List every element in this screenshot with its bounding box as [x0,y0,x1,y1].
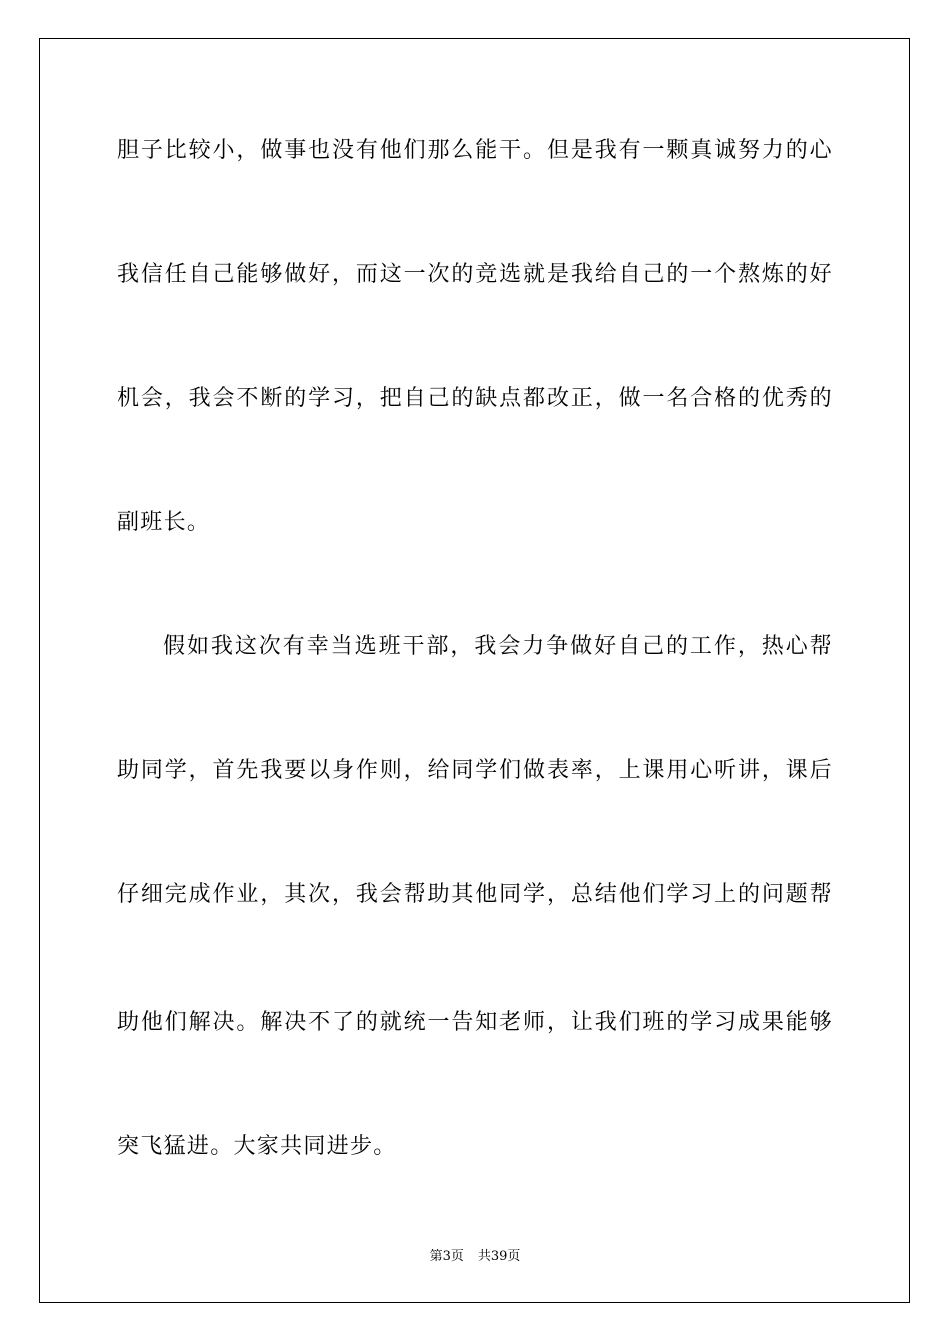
page-footer [0,1249,950,1265]
paragraph-line: 副班长。 [117,510,211,535]
paragraph-line: 仔细完成作业，其次，我会帮助其他同学，总结他们学习上的问题帮 [117,882,833,907]
page-border [39,38,910,1303]
paragraph-line: 突飞猛进。大家共同进步。 [117,1134,397,1159]
page-total: 共39页 [477,1249,521,1264]
paragraph-line: 胆子比较小，做事也没有他们那么能干。但是我有一颗真诚努力的心 [117,138,833,163]
paragraph-line: 助他们解决。解决不了的就统一告知老师，让我们班的学习成果能够 [117,1010,833,1035]
paragraph-line: 机会，我会不断的学习，把自己的缺点都改正，做一名合格的优秀的 [117,386,833,411]
paragraph-line: 假如我这次有幸当选班干部，我会力争做好自己的工作，热心帮 [163,634,833,659]
paragraph-line: 助同学，首先我要以身作则，给同学们做表率，上课用心听讲，课后 [117,758,833,783]
paragraph-line: 我信任自己能够做好，而这一次的竞选就是我给自己的一个熬炼的好 [117,262,833,287]
page-number: 第3页 [429,1249,464,1264]
